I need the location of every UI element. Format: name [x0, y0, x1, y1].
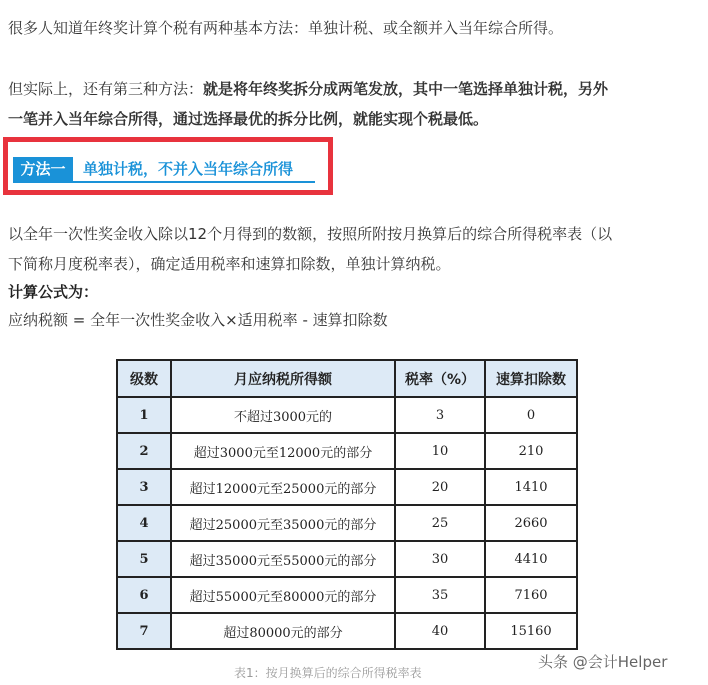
method-header [3, 137, 333, 195]
cell-deduction: 1410 [485, 469, 577, 505]
table-row [117, 469, 577, 505]
cell-deduction: 2660 [485, 505, 577, 541]
formula-heading: 计算公式为： [8, 283, 99, 301]
cell-level: 5 [117, 541, 171, 577]
cell-rate: 40 [395, 613, 485, 649]
table-row [117, 577, 577, 613]
method-tag: 方法一 [13, 157, 73, 181]
header-range: 月应纳税所得额 [171, 360, 395, 397]
description-paragraph [8, 219, 612, 279]
cell-range: 超过3000元至12000元的部分 [171, 433, 395, 469]
cell-range: 不超过3000元的 [171, 397, 395, 433]
header-level: 级数 [117, 360, 171, 397]
third-method-paragraph [8, 74, 608, 134]
cell-level: 6 [117, 577, 171, 613]
header-deduction: 速算扣除数 [485, 360, 577, 397]
cell-rate: 20 [395, 469, 485, 505]
third-method-bold1: 就是将年终奖拆分成两笔发放，其中一笔选择单独计税，另外 [203, 80, 609, 98]
cell-range: 超过25000元至35000元的部分 [171, 505, 395, 541]
cell-rate: 10 [395, 433, 485, 469]
table-row [117, 397, 577, 433]
cell-rate: 35 [395, 577, 485, 613]
header-rate: 税率（%） [395, 360, 485, 397]
third-method-lead: 但实际上，还有第三种方法： [8, 80, 204, 98]
method-underline [13, 181, 315, 183]
cell-rate: 3 [395, 397, 485, 433]
third-method-bold2: 一笔并入当年综合所得，通过选择最优的拆分比例，就能实现个税最低。 [8, 110, 489, 128]
cell-deduction: 15160 [485, 613, 577, 649]
cell-level: 4 [117, 505, 171, 541]
table-row [117, 505, 577, 541]
method-title: 单独计税，不并入当年综合所得 [83, 160, 294, 178]
tax-rate-table [116, 359, 578, 650]
third-method-line1 [8, 74, 608, 104]
table-row [117, 613, 577, 649]
description-line1: 以全年一次性奖金收入除以12个月得到的数额，按照所附按月换算后的综合所得税率表（以 [8, 225, 613, 243]
description-line2: 下简称月度税率表），确定适用税率和速算扣除数，单独计算纳税。 [8, 255, 451, 273]
cell-rate: 30 [395, 541, 485, 577]
watermark: 头条 @会计Helper [538, 653, 668, 671]
cell-deduction: 7160 [485, 577, 577, 613]
cell-deduction: 210 [485, 433, 577, 469]
cell-deduction: 4410 [485, 541, 577, 577]
cell-level: 3 [117, 469, 171, 505]
table-header-row [117, 360, 577, 397]
cell-range: 超过35000元至55000元的部分 [171, 541, 395, 577]
table-row [117, 433, 577, 469]
table-row [117, 541, 577, 577]
cell-level: 7 [117, 613, 171, 649]
table-caption: 表1：按月换算后的综合所得税率表 [234, 666, 422, 680]
cell-range: 超过55000元至80000元的部分 [171, 577, 395, 613]
cell-range: 超过80000元的部分 [171, 613, 395, 649]
cell-range: 超过12000元至25000元的部分 [171, 469, 395, 505]
formula-text: 应纳税额 = 全年一次性奖金收入×适用税率 - 速算扣除数 [8, 311, 388, 329]
cell-level: 2 [117, 433, 171, 469]
cell-rate: 25 [395, 505, 485, 541]
intro-paragraph: 很多人知道年终奖计算个税有两种基本方法：单独计税、或全额并入当年综合所得。 [8, 19, 564, 37]
cell-deduction: 0 [485, 397, 577, 433]
cell-level: 1 [117, 397, 171, 433]
